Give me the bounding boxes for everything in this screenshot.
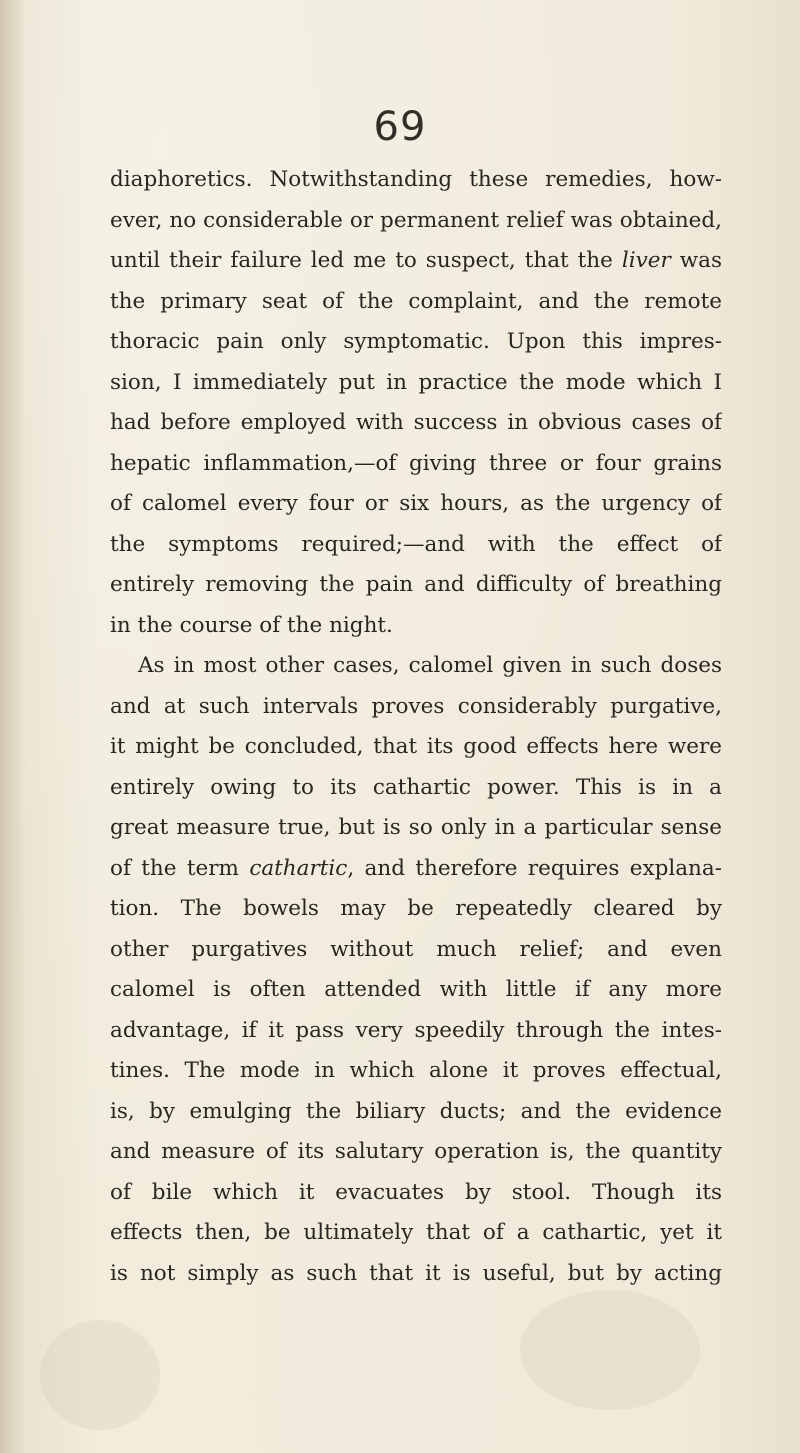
- text-line: great measure true, but is so only in a particular sense: [110, 815, 722, 840]
- text-line: ever, no considerable or permanent relief was obtained,: [110, 207, 722, 233]
- text-line: entirely owing to its cathartic power. This is in a: [110, 774, 722, 800]
- text-line: advantage, if it pass very speedily through the intes-: [110, 1017, 722, 1043]
- text-line: it might be concluded, that its good effects here were: [110, 734, 722, 759]
- text-line: until their failure led me to suspect, that the liver was: [110, 248, 722, 273]
- text-line: diaphoretics. Notwithstanding these remedies, how-: [110, 167, 722, 192]
- text-line: As in most other cases, calomel given in such doses: [138, 653, 722, 678]
- page-number: 69: [373, 104, 427, 150]
- italic-word: liver: [621, 248, 671, 273]
- text-line: tines. The mode in which alone it proves effectual,: [110, 1058, 722, 1083]
- paper-stain: [40, 1320, 160, 1430]
- text-line: effects then, be ultimately that of a cathartic, yet it: [110, 1220, 722, 1245]
- body-text: [110, 160, 722, 1294]
- text-line: and at such intervals proves considerably purgative,: [110, 693, 722, 719]
- text-line: the primary seat of the complaint, and the remote: [110, 288, 722, 314]
- text-line: tion. The bowels may be repeatedly cleared by: [110, 896, 722, 921]
- text-line: and measure of its salutary operation is, the quantity: [110, 1139, 722, 1164]
- text-line: calomel is often attended with little if any more: [110, 977, 722, 1002]
- paper-stain: [520, 1290, 700, 1410]
- text-line: thoracic pain only symptomatic. Upon this impres-: [110, 329, 722, 354]
- text-line: is not simply as such that it is useful, but by acting: [110, 1260, 722, 1286]
- text-line: the symptoms required;—and with the effect of: [110, 531, 722, 557]
- text-line: of bile which it evacuates by stool. Though its: [110, 1179, 722, 1205]
- text-line: sion, I immediately put in practice the mode which I: [110, 369, 722, 395]
- text-line: hepatic inflammation,—of giving three or four grains: [110, 450, 722, 476]
- text-line: of calomel every four or six hours, as the urgency of: [110, 491, 722, 516]
- text-line: had before employed with success in obvious cases of: [110, 410, 722, 435]
- page-binding-edge: [0, 0, 26, 1453]
- text-line: of the term cathartic, and therefore requires explana-: [110, 855, 722, 881]
- text-line: other purgatives without much relief; and even: [110, 936, 722, 962]
- text-line: is, by emulging the biliary ducts; and the evidence: [110, 1098, 722, 1124]
- text-line: in the course of the night.: [110, 612, 393, 638]
- text-line: entirely removing the pain and difficulty of breathing: [110, 572, 722, 597]
- italic-word: cathartic: [249, 855, 348, 881]
